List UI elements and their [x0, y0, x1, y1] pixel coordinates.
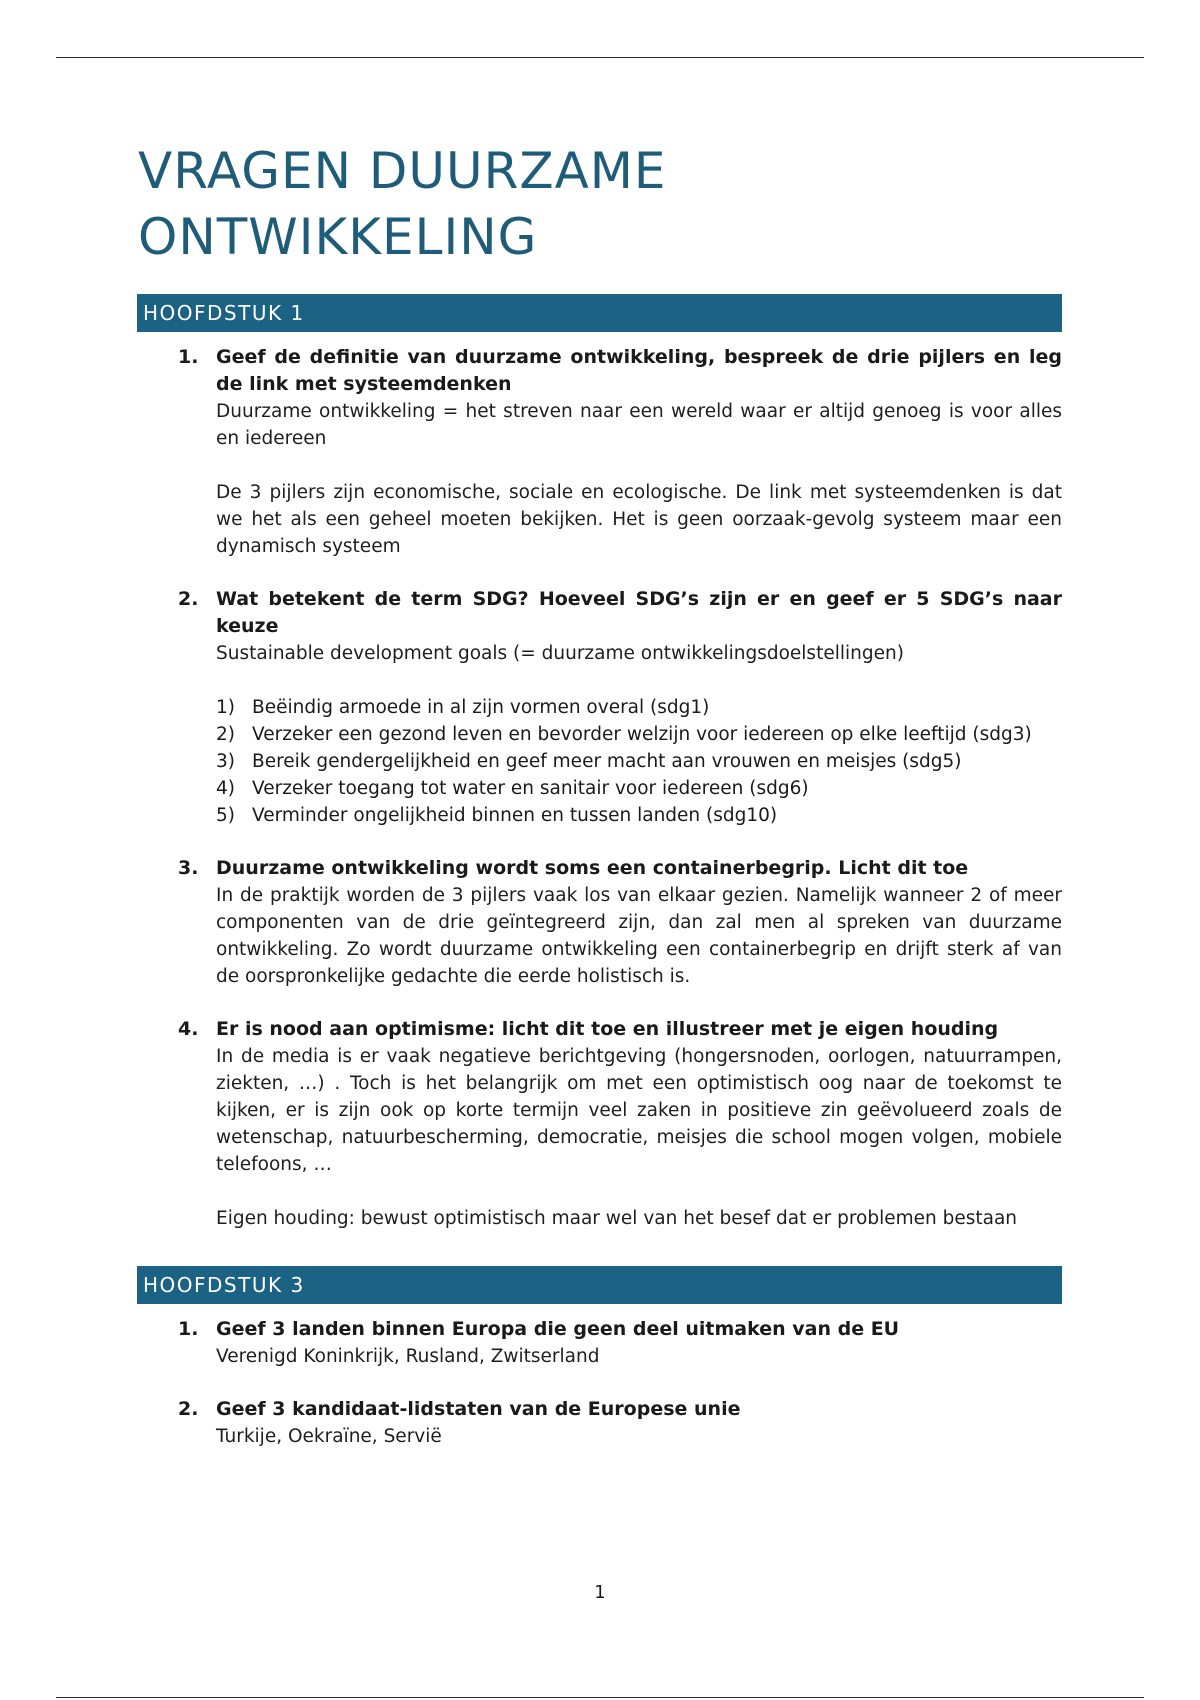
question-number: 3.: [178, 857, 199, 879]
answer-paragraph: De 3 pijlers zijn economische, sociale en ecologische. De link met systeemdenken is dat we het als een geheel moeten bekijken. Het is geen oorzaak-gevolg systeem maar een dynamisch systeem: [216, 482, 1062, 557]
question-1-4: [138, 1016, 1062, 1232]
sdg-number: 3): [216, 751, 235, 772]
chapter-heading-3: HOOFDSTUK 3: [137, 1266, 1062, 1304]
sdg-number: 4): [216, 778, 235, 799]
sdg-text: Verminder ongelijkheid binnen en tussen landen (sdg10): [252, 805, 778, 826]
answer-paragraph: Sustainable development goals (= duurzame ontwikkelingsdoelstellingen): [216, 643, 904, 664]
chapter-heading-1: HOOFDSTUK 1: [137, 294, 1062, 332]
sdg-number: 2): [216, 724, 235, 745]
sdg-text: Verzeker toegang tot water en sanitair voor iedereen (sdg6): [252, 778, 809, 799]
question-1-1: [138, 344, 1062, 560]
question-1-2: [138, 586, 1062, 829]
question-title: Geef de definitie van duurzame ontwikkeling, bespreek de drie pijlers en leg de link met systeemdenken: [216, 346, 1062, 395]
question-3-2: [138, 1396, 1062, 1450]
sdg-number: 1): [216, 697, 235, 718]
sdg-text: Verzeker een gezond leven en bevorder welzijn voor iedereen op elke leeftijd (sdg3): [252, 724, 1032, 745]
answer-paragraph: Duurzame ontwikkeling = het streven naar een wereld waar er altijd genoeg is voor alles en iedereen: [216, 401, 1062, 449]
sdg-list-item: [216, 694, 1062, 721]
question-title: Wat betekent de term SDG? Hoeveel SDG’s zijn er en geef er 5 SDG’s naar keuze: [216, 588, 1062, 637]
chapter-1-questions: [138, 344, 1062, 1232]
sdg-text: Bereik gendergelijkheid en geef meer macht aan vrouwen en meisjes (sdg5): [252, 751, 962, 772]
question-title: Duurzame ontwikkeling wordt soms een containerbegrip. Licht dit toe: [216, 857, 969, 879]
question-number: 4.: [178, 1018, 199, 1040]
sdg-text: Beëindig armoede in al zijn vormen overal (sdg1): [252, 697, 710, 718]
question-1-3: [138, 855, 1062, 990]
question-title: Geef 3 landen binnen Europa die geen deel uitmaken van de EU: [216, 1318, 900, 1340]
page-number: 1: [594, 1582, 606, 1603]
sdg-list-item: [216, 721, 1062, 748]
question-number: 1.: [178, 346, 199, 368]
answer-paragraph: In de media is er vaak negatieve berichtgeving (hongersnoden, oorlogen, natuurrampen, ziekten, …) . Toch is het belangrijk om met een optimistisch oog naar de toekomst te kijken, er is zijn ook op korte termijn veel zaken in positieve zin geëvolueerd zoals de wetenschap, natuurbescherming, democratie, meisjes die school mogen volgen, mobiele telefoons, …: [216, 1046, 1062, 1175]
chapter-3-questions: [138, 1316, 1062, 1450]
question-title: Er is nood aan optimisme: licht dit toe en illustreer met je eigen houding: [216, 1018, 999, 1040]
question-number: 2.: [178, 588, 199, 610]
footer-rule: [56, 1697, 1144, 1698]
document-title: VRAGEN DUURZAME ONTWIKKELING: [138, 142, 667, 266]
question-number: 1.: [178, 1318, 199, 1340]
sdg-list-item: [216, 748, 1062, 775]
sdg-number: 5): [216, 805, 235, 826]
sdg-list-item: [216, 802, 1062, 829]
question-title: Geef 3 kandidaat-lidstaten van de Europese unie: [216, 1398, 741, 1420]
answer-paragraph: Turkije, Oekraïne, Servië: [216, 1426, 442, 1447]
question-number: 2.: [178, 1398, 199, 1420]
header-rule: [56, 57, 1144, 58]
answer-paragraph: Eigen houding: bewust optimistisch maar wel van het besef dat er problemen bestaan: [216, 1208, 1018, 1229]
question-3-1: [138, 1316, 1062, 1370]
sdg-list: [216, 694, 1062, 829]
answer-paragraph: Verenigd Koninkrijk, Rusland, Zwitserland: [216, 1346, 600, 1367]
sdg-list-item: [216, 775, 1062, 802]
document-body: [138, 138, 1062, 1450]
answer-paragraph: In de praktijk worden de 3 pijlers vaak los van elkaar gezien. Namelijk wanneer 2 of meer componenten van de drie geïntegreerd zijn, dan zal men al spreken van duurzame ontwikkeling. Zo wordt duurzame ontwikkeling een containerbegrip en drijft sterk af van de oorspronkelijke gedachte die eerde holistisch is.: [216, 885, 1062, 987]
